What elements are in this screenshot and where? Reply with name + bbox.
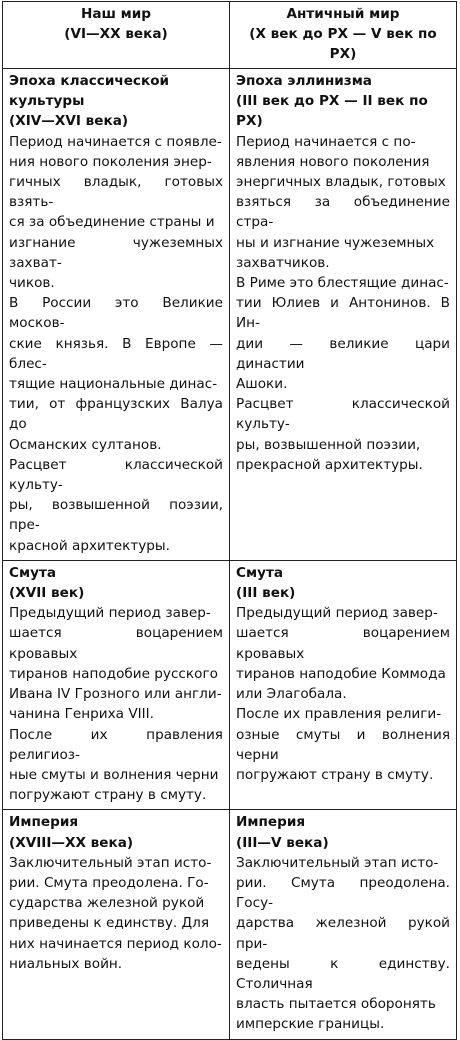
- period-title: Смута: [9, 564, 57, 581]
- paragraph: [9, 293, 223, 455]
- text-line: Период начинается с по-: [236, 133, 416, 150]
- text-line: ные смуты и волнения черни: [9, 766, 219, 783]
- text-line: шается воцарением кровавых: [236, 625, 450, 662]
- paragraph: [9, 725, 223, 806]
- text-line: Предыдущий период завер-: [9, 605, 211, 622]
- text-line: погружают страну в смуту.: [236, 766, 434, 783]
- header-left-line-2: (VI—XX века): [64, 26, 168, 42]
- text-line: Заключительный этап исто-: [236, 854, 439, 871]
- text-line: ния нового поколения энер-: [9, 153, 212, 170]
- paragraph: [236, 132, 450, 273]
- text-line: взяться за объединение стра-: [236, 194, 450, 231]
- comparison-table: [2, 1, 457, 1040]
- empire-row: [3, 810, 457, 1039]
- period-title: (III век): [236, 585, 296, 602]
- text-line: ведены к единству. Столичная: [236, 955, 450, 992]
- period-title: (XVII век): [9, 585, 85, 602]
- period-title: Империя: [9, 814, 79, 831]
- paragraph: [9, 132, 223, 294]
- text-line: Расцвет классической культу-: [236, 396, 450, 433]
- text-line: ны и изгнание чужеземных: [236, 234, 435, 251]
- text-line: прекрасной архитектуры.: [236, 456, 423, 473]
- text-line: чиков.: [9, 275, 55, 292]
- cell-right: [230, 69, 457, 561]
- cell-right: [230, 560, 457, 809]
- header-ancient-world: [230, 2, 457, 69]
- text-line: тящие национальные динас-: [9, 376, 218, 393]
- period-title: культуры: [9, 93, 85, 110]
- classical-era-row: [3, 69, 457, 561]
- text-line: красной архитектуры.: [9, 537, 170, 554]
- text-line: Ивана IV Грозного или англи-: [9, 686, 222, 703]
- period-title: Эпоха классической: [9, 73, 170, 89]
- text-line: приведены к единству. Для: [9, 915, 210, 932]
- text-line: В Риме это блестящие динас-: [236, 275, 449, 292]
- cell-left: [3, 810, 230, 1039]
- text-line: ры, возвышенной поэзии,: [236, 436, 421, 453]
- period-title: (III век до РХ — II век по РХ): [236, 93, 428, 130]
- paragraph: [236, 704, 450, 785]
- text-line: имперские границы.: [236, 1016, 385, 1033]
- text-line: Османских султанов.: [9, 436, 162, 453]
- text-line: захватчиков.: [236, 254, 330, 271]
- cell-right: [230, 810, 457, 1039]
- text-line: шается воцарением кровавых: [9, 625, 223, 662]
- paragraph: [236, 603, 450, 704]
- period-title: Империя: [236, 814, 306, 831]
- period-title: (XIV—XVI века): [9, 113, 129, 130]
- text-line: тии, от французских Валуа до: [9, 396, 223, 433]
- header-row: [3, 2, 457, 69]
- header-right-line-1: Античный мир: [286, 6, 400, 22]
- paragraph: [9, 853, 223, 974]
- period-title: Смута: [236, 564, 284, 581]
- text-line: Предыдущий период завер-: [236, 605, 438, 622]
- text-line: В России это Великие москов-: [9, 295, 223, 332]
- header-our-world: [3, 2, 230, 69]
- text-line: Период начинается с появле-: [9, 133, 222, 150]
- paragraph: [9, 455, 223, 556]
- text-line: явления нового поколения: [236, 153, 430, 170]
- paragraph: [9, 603, 223, 724]
- text-line: или Элагобала.: [236, 686, 347, 703]
- header-right-line-2: (X век до РХ — V век по РХ): [249, 26, 437, 62]
- text-line: изгнание чужеземных захват-: [9, 234, 223, 271]
- text-line: ся за объединение страны и: [9, 214, 215, 231]
- text-line: гичных владык, готовых взять-: [9, 174, 223, 211]
- text-line: озные смуты и волнения черни: [236, 726, 450, 763]
- period-title: (III—V века): [236, 834, 329, 851]
- text-line: ские князья. В Европе — блес-: [9, 335, 223, 372]
- cell-left: [3, 560, 230, 809]
- text-line: власть пытается оборонять: [236, 996, 436, 1013]
- paragraph: [236, 394, 450, 475]
- text-line: чанина Генриха VIII.: [9, 706, 154, 723]
- text-line: энергичных владык, готовых: [236, 174, 446, 191]
- text-line: погружают страну в смуту.: [9, 787, 207, 804]
- header-left-line-1: Наш мир: [80, 6, 152, 22]
- text-line: После их правления религи-: [236, 706, 442, 723]
- text-line: них начинается период коло-: [9, 935, 222, 952]
- paragraph: [236, 273, 450, 394]
- period-title: Эпоха эллинизма: [236, 73, 372, 89]
- text-line: После их правления религиоз-: [9, 726, 223, 763]
- text-line: Ашоки.: [236, 376, 288, 393]
- text-line: сударства железной рукой: [9, 895, 205, 912]
- text-line: Заключительный этап исто-: [9, 854, 212, 871]
- text-line: тиранов наподобие русского: [9, 665, 218, 682]
- period-title: (XVIII—XX века): [9, 834, 134, 851]
- paragraph: [236, 853, 450, 1035]
- text-line: ниальных войн.: [9, 955, 123, 972]
- troubles-row: [3, 560, 457, 809]
- text-line: тиранов наподобие Коммода: [236, 665, 446, 682]
- text-line: дии — великие цари династии: [236, 335, 450, 372]
- text-line: дарства железной рукой при-: [236, 915, 450, 952]
- text-line: Расцвет классической культу-: [9, 456, 223, 494]
- cell-left: [3, 69, 230, 561]
- text-line: рии. Смута преодолена. Госу-: [236, 874, 450, 912]
- text-line: ры, возвышенной поэзии, пре-: [9, 497, 223, 534]
- text-line: тии Юлиев и Антонинов. В Ин-: [236, 295, 450, 332]
- text-line: рии. Смута преодолена. Го-: [9, 874, 209, 891]
